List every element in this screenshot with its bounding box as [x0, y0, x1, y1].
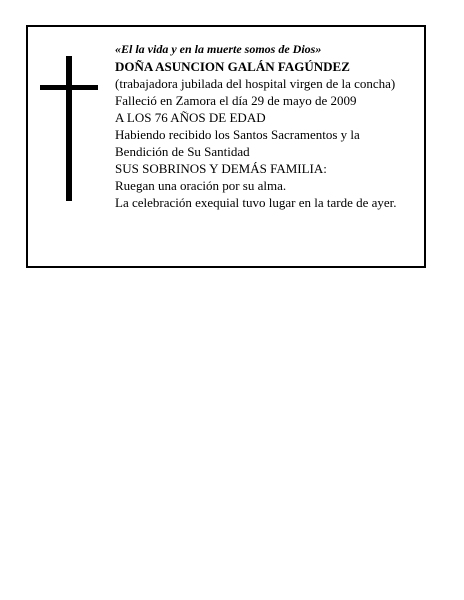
cross-vertical-bar: [66, 56, 72, 201]
sacraments-line-1: Habiendo recibido los Santos Sacramentos y la: [115, 127, 360, 142]
age: A LOS 76 AÑOS DE EDAD: [115, 110, 266, 125]
obituary-notice: [26, 25, 426, 268]
cross-horizontal-bar: [40, 85, 98, 90]
prayer-request: Ruegan una oración por su alma.: [115, 178, 287, 193]
motto: «El la vida y en la muerte somos de Dios»: [115, 42, 322, 56]
cross-icon: [40, 56, 98, 201]
obituary-text: [115, 41, 421, 211]
sacraments-line-2: Bendición de Su Santidad: [115, 144, 250, 159]
death-info: Falleció en Zamora el día 29 de mayo de 2009: [115, 93, 357, 108]
deceased-name: DOÑA ASUNCION GALÁN FAGÚNDEZ: [115, 59, 350, 74]
family: SUS SOBRINOS Y DEMÁS FAMILIA:: [115, 161, 327, 176]
ceremony: La celebración exequial tuvo lugar en la tarde de ayer.: [115, 195, 397, 210]
occupation: (trabajadora jubilada del hospital virgen de la concha): [115, 76, 396, 91]
